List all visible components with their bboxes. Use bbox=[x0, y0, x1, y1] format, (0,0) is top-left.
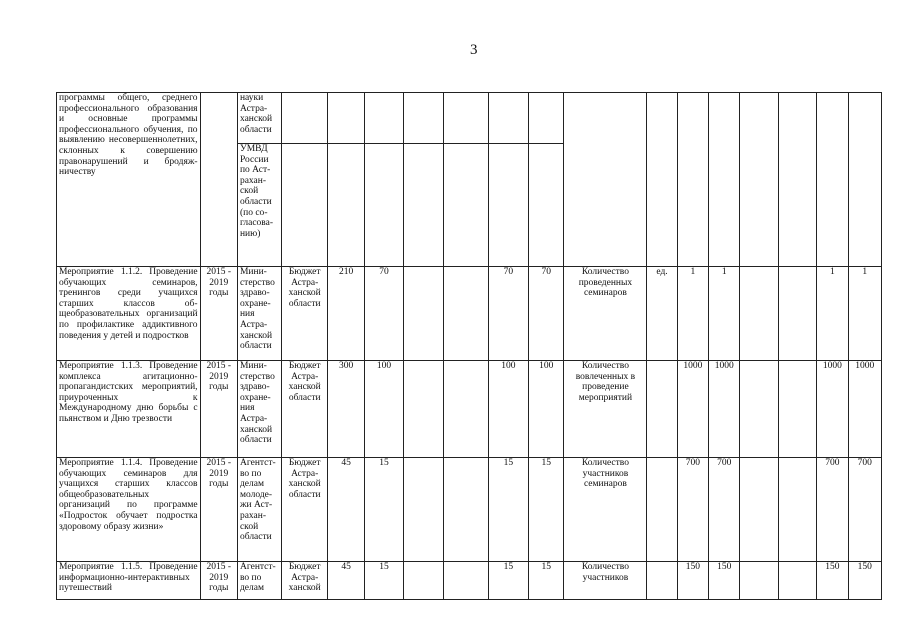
table-row bbox=[57, 361, 882, 458]
value-cell bbox=[740, 267, 778, 361]
year-cell bbox=[403, 361, 443, 458]
value-cell bbox=[740, 361, 778, 458]
source-cell: Бюджет Астраханской области bbox=[282, 361, 327, 458]
period-cell: 2015 - 2019 годы bbox=[200, 361, 237, 458]
value-cell: 700 bbox=[817, 458, 848, 562]
year-cell bbox=[444, 562, 488, 600]
value-cell bbox=[778, 267, 816, 361]
year-cell: 100 bbox=[529, 361, 564, 458]
year-cell: 15 bbox=[365, 458, 403, 562]
year-cell: 15 bbox=[488, 562, 528, 600]
indicator-cell: Количество участников bbox=[564, 562, 647, 600]
executor-cell: Агентство по делам молодежи Астраханской области bbox=[237, 458, 281, 562]
indicator-cell: Количество проведенных семинаров bbox=[564, 267, 647, 361]
value-cell: 1 bbox=[709, 267, 740, 361]
value-cell: 150 bbox=[817, 562, 848, 600]
year-cell: 70 bbox=[529, 267, 564, 361]
value-cell: 150 bbox=[848, 562, 882, 600]
table-row bbox=[57, 267, 882, 361]
year-cell: 100 bbox=[488, 361, 528, 458]
value-cell bbox=[740, 562, 778, 600]
year-cell bbox=[403, 458, 443, 562]
total-cell: 45 bbox=[327, 458, 364, 562]
indicator-cell: Количество вовлеченных в проведение мероприятий bbox=[564, 361, 647, 458]
year-cell bbox=[444, 267, 488, 361]
total-cell: 45 bbox=[327, 562, 364, 600]
value-cell bbox=[740, 458, 778, 562]
unit-cell bbox=[647, 361, 677, 458]
year-cell: 100 bbox=[365, 361, 403, 458]
year-cell: 15 bbox=[529, 458, 564, 562]
year-cell bbox=[444, 361, 488, 458]
unit-cell bbox=[647, 562, 677, 600]
table-row bbox=[57, 93, 882, 144]
indicator-cell: Количество участников семинаров bbox=[564, 458, 647, 562]
value-cell: 150 bbox=[677, 562, 708, 600]
period-cell: 2015 - 2019 годы bbox=[200, 267, 237, 361]
value-cell: 700 bbox=[709, 458, 740, 562]
source-cell: Бюджет Астраханской области bbox=[282, 458, 327, 562]
year-cell: 15 bbox=[529, 562, 564, 600]
program-table bbox=[56, 92, 882, 600]
table-row bbox=[57, 562, 882, 600]
unit-cell bbox=[647, 458, 677, 562]
value-cell: 1000 bbox=[709, 361, 740, 458]
value-cell: 1 bbox=[848, 267, 882, 361]
source-cell: Бюджет Астраханской области bbox=[282, 267, 327, 361]
period-cell: 2015 - 2019 годы bbox=[200, 562, 237, 600]
executor-cell: Министерство здравоохранения Астраханской области bbox=[237, 267, 281, 361]
value-cell: 700 bbox=[677, 458, 708, 562]
measure-description: Мероприятие 1.1.5. Проведение информационно-интерактивных путешествий bbox=[57, 562, 201, 600]
unit-cell: ед. bbox=[647, 267, 677, 361]
total-cell: 300 bbox=[327, 361, 364, 458]
executor-cell: Агентство по делам bbox=[237, 562, 281, 600]
period-cell: 2015 - 2019 годы bbox=[200, 458, 237, 562]
executor-cell: УМВД России по Астраханской области (по согласованию) bbox=[237, 144, 281, 267]
value-cell: 1000 bbox=[848, 361, 882, 458]
value-cell: 1 bbox=[677, 267, 708, 361]
value-cell bbox=[778, 458, 816, 562]
table-row bbox=[57, 458, 882, 562]
source-cell: Бюджет Астраханской bbox=[282, 562, 327, 600]
year-cell: 70 bbox=[365, 267, 403, 361]
measure-description: Мероприятие 1.1.3. Проведение комплекса агитационно-пропагандистских мероприятий, приуроченных к Международному дню борьбы с пьянством и Дню трезвости bbox=[57, 361, 201, 458]
year-cell: 70 bbox=[488, 267, 528, 361]
value-cell: 1000 bbox=[817, 361, 848, 458]
value-cell: 1000 bbox=[677, 361, 708, 458]
total-cell: 210 bbox=[327, 267, 364, 361]
value-cell bbox=[778, 562, 816, 600]
executor-cell: Министерство здравоохранения Астраханской области bbox=[237, 361, 281, 458]
value-cell: 150 bbox=[709, 562, 740, 600]
page-number: 3 bbox=[470, 42, 478, 58]
value-cell: 700 bbox=[848, 458, 882, 562]
executor-cell: науки Астраханской области bbox=[237, 93, 281, 144]
value-cell bbox=[778, 361, 816, 458]
year-cell bbox=[444, 458, 488, 562]
year-cell: 15 bbox=[488, 458, 528, 562]
value-cell: 1 bbox=[817, 267, 848, 361]
measure-description: Мероприятие 1.1.4. Проведение обучающих семинаров для учащихся старших классов общеобразовательных организаций по программе «Подросток обучает подростка здоровому образу жизни» bbox=[57, 458, 201, 562]
year-cell bbox=[403, 562, 443, 600]
year-cell: 15 bbox=[365, 562, 403, 600]
measure-description: Мероприятие 1.1.2. Проведение обучающих семинаров, тренингов среди учащихся старших классов общеобразовательных организаций по профилактике аддиктивного поведения у детей и подростков bbox=[57, 267, 201, 361]
measure-description: программы общего, среднего профессионального образования и основные программы профессионального обучения, по выявлению несовершеннолетних, склонных к совершению правонарушений и бродяжничеству bbox=[57, 93, 201, 267]
year-cell bbox=[403, 267, 443, 361]
